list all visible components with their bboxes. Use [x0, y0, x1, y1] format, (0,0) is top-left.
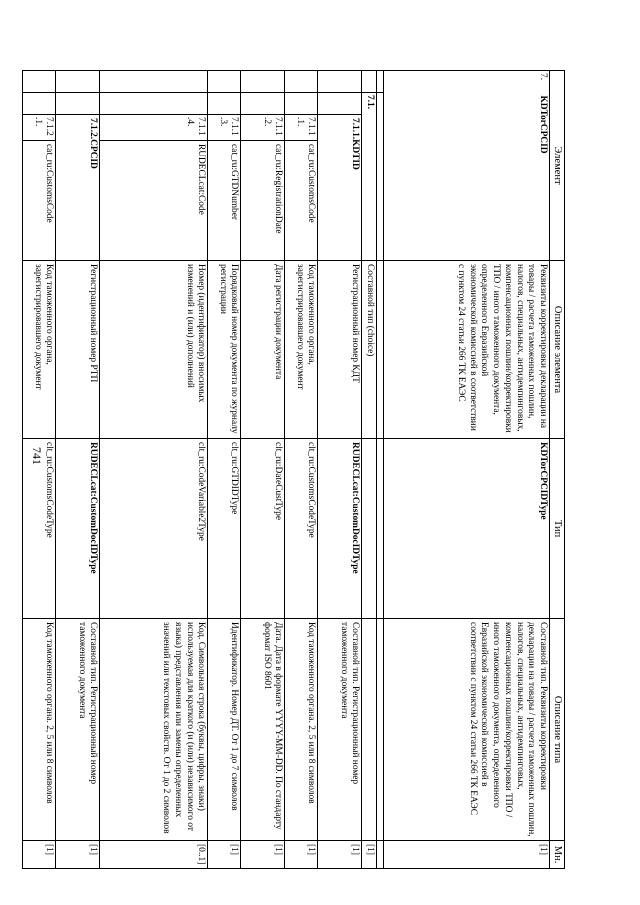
row-number: 7.	[384, 71, 550, 93]
multiplicity: [1]	[208, 841, 241, 869]
element-description: Составной тип (choice)	[362, 261, 377, 439]
element-type: clt_ru:GTDIDType	[208, 439, 241, 619]
element-type	[362, 439, 377, 619]
table-row	[208, 71, 241, 869]
multiplicity: [1]	[384, 841, 550, 869]
element-description: Код таможенного органа, зарегистрировавшего документ	[285, 261, 318, 439]
multiplicity: [1]	[56, 841, 100, 869]
element-type: clt_ru:CodeVariable2Type	[100, 439, 208, 619]
element-name: CPCID	[88, 139, 99, 169]
element-name: cat_ru:CustomsCode	[23, 141, 56, 261]
row-number: 7.1.2.1.	[23, 115, 56, 141]
table-row	[100, 71, 208, 869]
header-multiplicity: Мн.	[550, 841, 565, 869]
table-row-spacer	[377, 71, 384, 869]
header-row	[550, 71, 565, 869]
type-description: Код таможенного органа. 2, 5 или 8 символов	[23, 619, 56, 841]
row-number: 7.1.1.3.	[208, 115, 241, 141]
element-name: KDTorCPCID	[384, 93, 550, 261]
type-description: Код. Символьная строка (буквы, цифры, знаки) используемая для краткого (и (или) независимого от языка) представления или замены определенных значений или текстовых свойств. От 1 до 2 символов	[100, 619, 208, 841]
table-row	[362, 71, 377, 869]
element-name-numbered	[318, 115, 362, 261]
element-name: cat_ru:GTDNumber	[208, 141, 241, 261]
element-type: clt_ru:CustomsCodeType	[285, 439, 318, 619]
table-row	[384, 71, 550, 869]
row-number: 7.1.	[362, 93, 377, 115]
type-description: Составной тип. Регистрационный номер таможенного документа	[56, 619, 100, 841]
row-number: 7.1.1.	[350, 118, 361, 140]
type-description: Составной тип. Реквизиты корректировки декларации на товары / расчета таможенных пошлин, налогов, специальных, антидемпинговых, компенсационных пошлин/корректировки ТПО / иного таможенного документа, определенного Евразийской экономической комиссией в соответствии с пунктом 24 статьи 266 ТК ЕАЭС	[384, 619, 550, 841]
row-number: 7.1.1.4.	[100, 115, 208, 141]
element-description: Код таможенного органа, зарегистрировавшего документ	[23, 261, 56, 439]
header-description: Описание элемента	[550, 261, 565, 439]
page-number: 741	[30, 447, 44, 465]
multiplicity: [0..1]	[100, 841, 208, 869]
element-name-numbered	[56, 115, 100, 261]
multiplicity: [1]	[362, 841, 377, 869]
header-type: Тип	[550, 439, 565, 619]
element-description: Реквизиты корректировки декларации на товары / расчета таможенных пошлин, налогов, специальных, антидемпинговых, компенсационных пошлин/корректировки ТПО / иного таможенного документа, определенного Евразийской экономической комиссией в соответствии с пунктом 24 статьи 266 ТК ЕАЭС	[384, 261, 550, 439]
table-row	[318, 71, 362, 869]
type-description: Дата. Дата в формате YYYY-MM-DD. По стандарту формат ISO 8601	[241, 619, 285, 841]
element-name: RUDECLcat:Code	[100, 141, 208, 261]
header-element: Элемент	[550, 71, 565, 261]
schema-table	[22, 70, 565, 869]
element-type: RUDECLcat:CustomDocIDType	[318, 439, 362, 619]
element-type: clt_ru:CustomsCodeType	[23, 439, 56, 619]
element-name	[362, 115, 377, 261]
header-type-description: Описание типа	[550, 619, 565, 841]
element-description: Дата регистрации документа	[241, 261, 285, 439]
type-description: Составной тип. Регистрационный номер таможенного документа	[318, 619, 362, 841]
table-row	[285, 71, 318, 869]
element-name: cat_ru:RegistrationDate	[241, 141, 285, 261]
multiplicity: [1]	[318, 841, 362, 869]
element-description: Регистрационный номер РТП	[56, 261, 100, 439]
multiplicity: [1]	[285, 841, 318, 869]
type-description: Код таможенного органа. 2, 5 или 8 символов	[285, 619, 318, 841]
table-row	[23, 71, 56, 869]
type-description: Идентификатор. Номер ДТ. От 1 до 7 символов	[208, 619, 241, 841]
multiplicity: [1]	[241, 841, 285, 869]
row-number: 7.1.2.	[88, 118, 99, 140]
element-type: clt_ru:DateCustType	[241, 439, 285, 619]
table-row	[241, 71, 285, 869]
element-description: Регистрационный номер КДТ	[318, 261, 362, 439]
type-description	[362, 619, 377, 841]
row-number: 7.1.1.1.	[285, 115, 318, 141]
element-description: Номер (идентификатор) вносимых изменений и (или) дополнений	[100, 261, 208, 439]
multiplicity: [1]	[23, 841, 56, 869]
element-name: cat_ru:CustomsCode	[285, 141, 318, 261]
row-number: 7.1.1.2.	[241, 115, 285, 141]
element-type: RUDECLcat:CustomDocIDType	[56, 439, 100, 619]
table-row	[56, 71, 100, 869]
element-type: KDTorCPCIDType	[384, 439, 550, 619]
element-name: KDTID	[350, 139, 361, 170]
element-description: Порядковый номер документа по журналу регистрации	[208, 261, 241, 439]
